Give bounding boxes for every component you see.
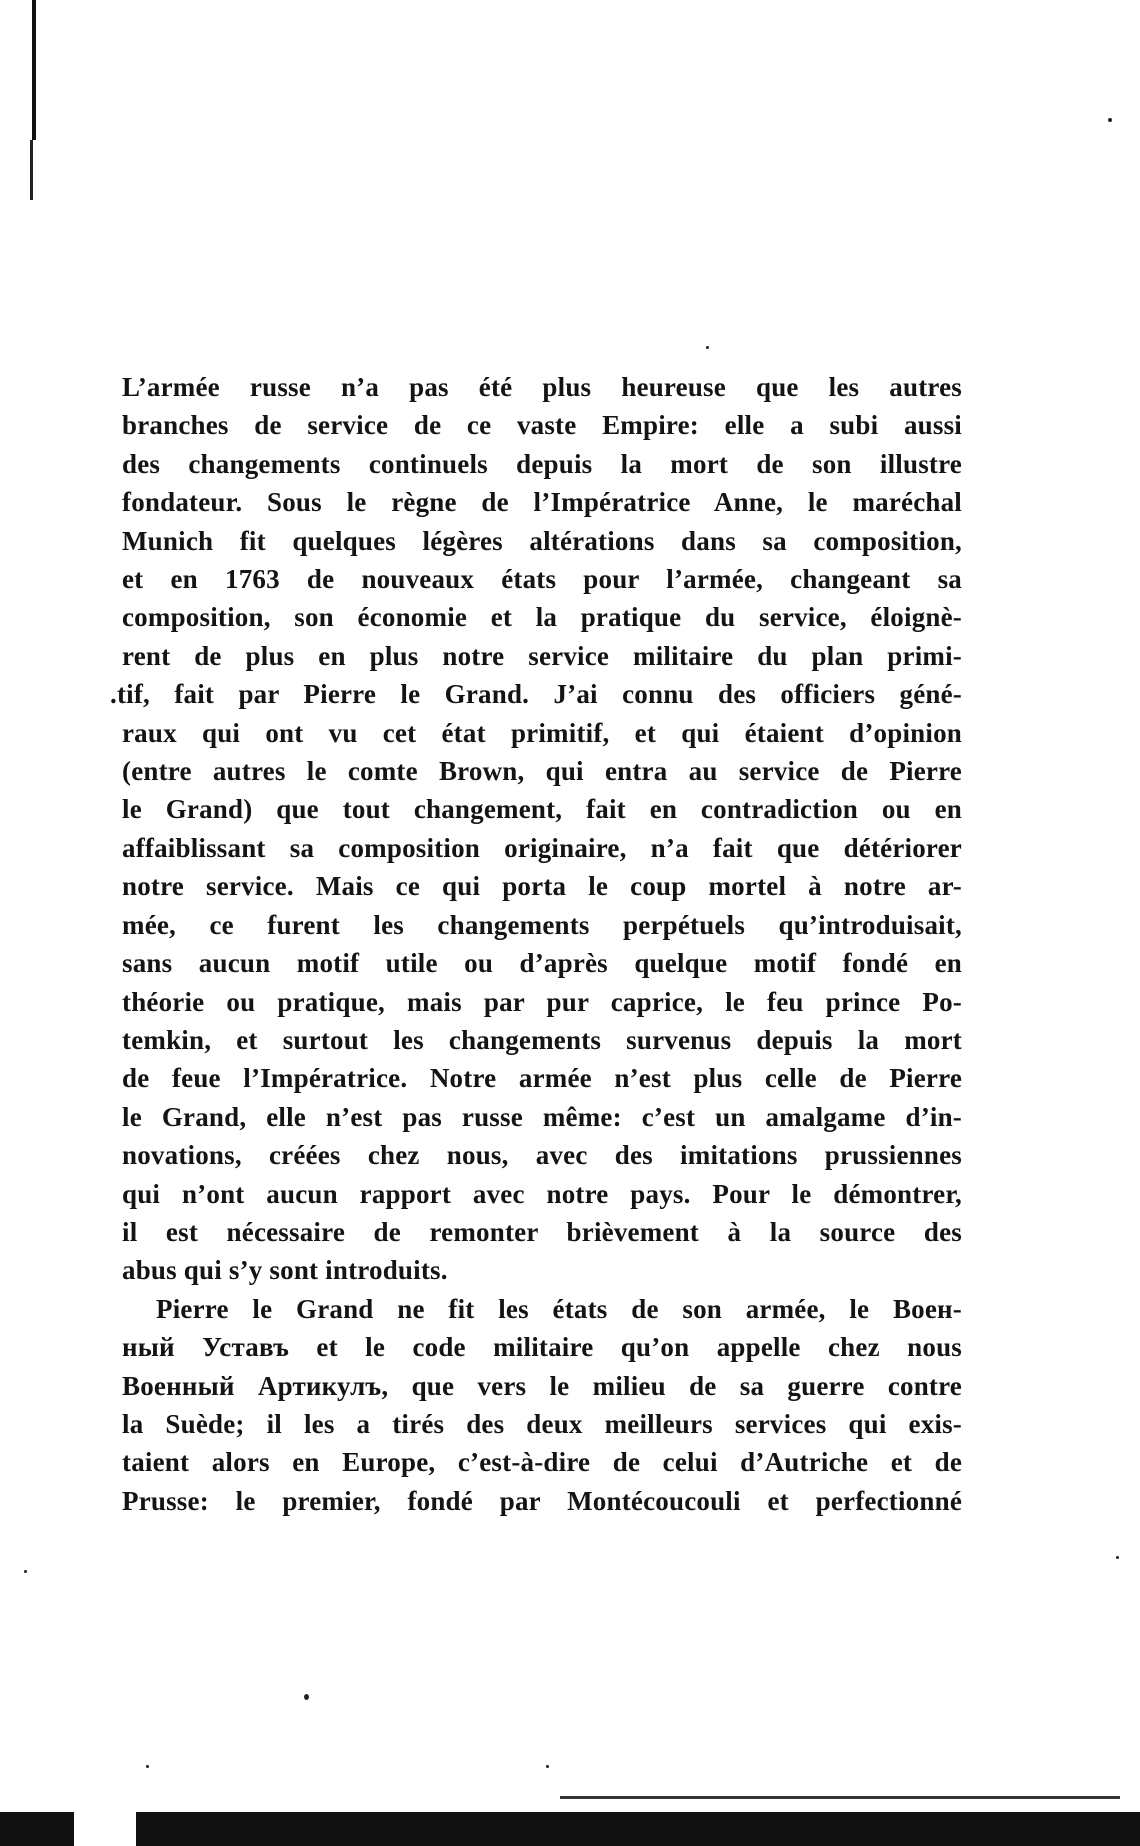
scan-speck xyxy=(546,1765,549,1768)
text-line: Pierre le Grand ne fit les états de son armée, le Воен- xyxy=(156,1293,962,1324)
text-line: le Grand, elle n’est pas russe même: c’est un amalgame d’in- xyxy=(122,1101,962,1132)
text-line: il est nécessaire de remonter brièvement à la source des xyxy=(122,1216,962,1247)
text-line: taient alors en Europe, c’est-à-dire de celui d’Autriche et de xyxy=(122,1447,962,1478)
left-margin-rule xyxy=(32,0,36,140)
bottom-scan-band xyxy=(0,1812,74,1846)
scan-speck xyxy=(706,346,709,349)
text-line: mée, ce furent les changements perpétuels qu’introduisait, xyxy=(122,909,962,940)
text-line: ный Уставъ et le code militaire qu’on appelle chez nous xyxy=(122,1332,962,1363)
text-line: L’armée russe n’a pas été plus heureuse que les autres xyxy=(122,372,962,402)
scan-speck xyxy=(24,1570,27,1573)
text-line: abus qui s’y sont introduits. xyxy=(122,1255,448,1286)
left-margin-rule-lower xyxy=(30,140,33,200)
text-line: théorie ou pratique, mais par pur caprice, le feu prince Po- xyxy=(122,986,962,1017)
scan-speck xyxy=(304,1694,309,1700)
bottom-edge-rule xyxy=(560,1796,1120,1799)
text-line: Prusse: le premier, fondé par Montécoucouli et perfectionné xyxy=(122,1485,962,1516)
text-line: .tif, fait par Pierre le Grand. J’ai connu des officiers géné- xyxy=(110,679,962,710)
text-line: temkin, et surtout les changements survenus depuis la mort xyxy=(122,1024,962,1055)
scan-speck xyxy=(1108,118,1112,122)
text-line: novations, créées chez nous, avec des imitations prussiennes xyxy=(122,1140,962,1171)
text-line: le Grand) que tout changement, fait en contradiction ou en xyxy=(122,794,962,825)
text-line: de feue l’Impératrice. Notre armée n’est plus celle de Pierre xyxy=(122,1063,962,1094)
text-line: branches de service de ce vaste Empire: elle a subi aussi xyxy=(122,410,962,441)
text-line: fondateur. Sous le règne de l’Impératrice Anne, le maréchal xyxy=(122,487,962,518)
text-line: sans aucun motif utile ou d’après quelque motif fondé en xyxy=(122,948,962,979)
scan-speck xyxy=(1116,1556,1119,1559)
text-line: Военный Артикулъ, que vers le milieu de sa guerre contre xyxy=(122,1370,962,1401)
text-line: des changements continuels depuis la mort de son illustre xyxy=(122,448,962,479)
text-line: (entre autres le comte Brown, qui entra au service de Pierre xyxy=(122,756,962,787)
text-line: notre service. Mais ce qui porta le coup mortel à notre ar- xyxy=(122,871,962,902)
bottom-scan-band xyxy=(136,1812,1140,1846)
body-text xyxy=(110,368,962,1520)
text-line: Munich fit quelques légères altérations dans sa composition, xyxy=(122,525,962,556)
text-line: affaiblissant sa composition originaire, n’a fait que détériorer xyxy=(122,832,962,863)
text-line: composition, son économie et la pratique du service, éloignè- xyxy=(122,602,962,633)
text-line: la Suède; il les a tirés des deux meilleurs services qui exis- xyxy=(122,1408,962,1439)
text-line: raux qui ont vu cet état primitif, et qui étaient d’opinion xyxy=(122,717,962,748)
scan-speck xyxy=(146,1765,149,1768)
text-line: et en 1763 de nouveaux états pour l’armée, changeant sa xyxy=(122,564,962,595)
text-line: rent de plus en plus notre service militaire du plan primi- xyxy=(122,640,962,671)
text-line: qui n’ont aucun rapport avec notre pays. Pour le démontrer, xyxy=(122,1178,962,1209)
